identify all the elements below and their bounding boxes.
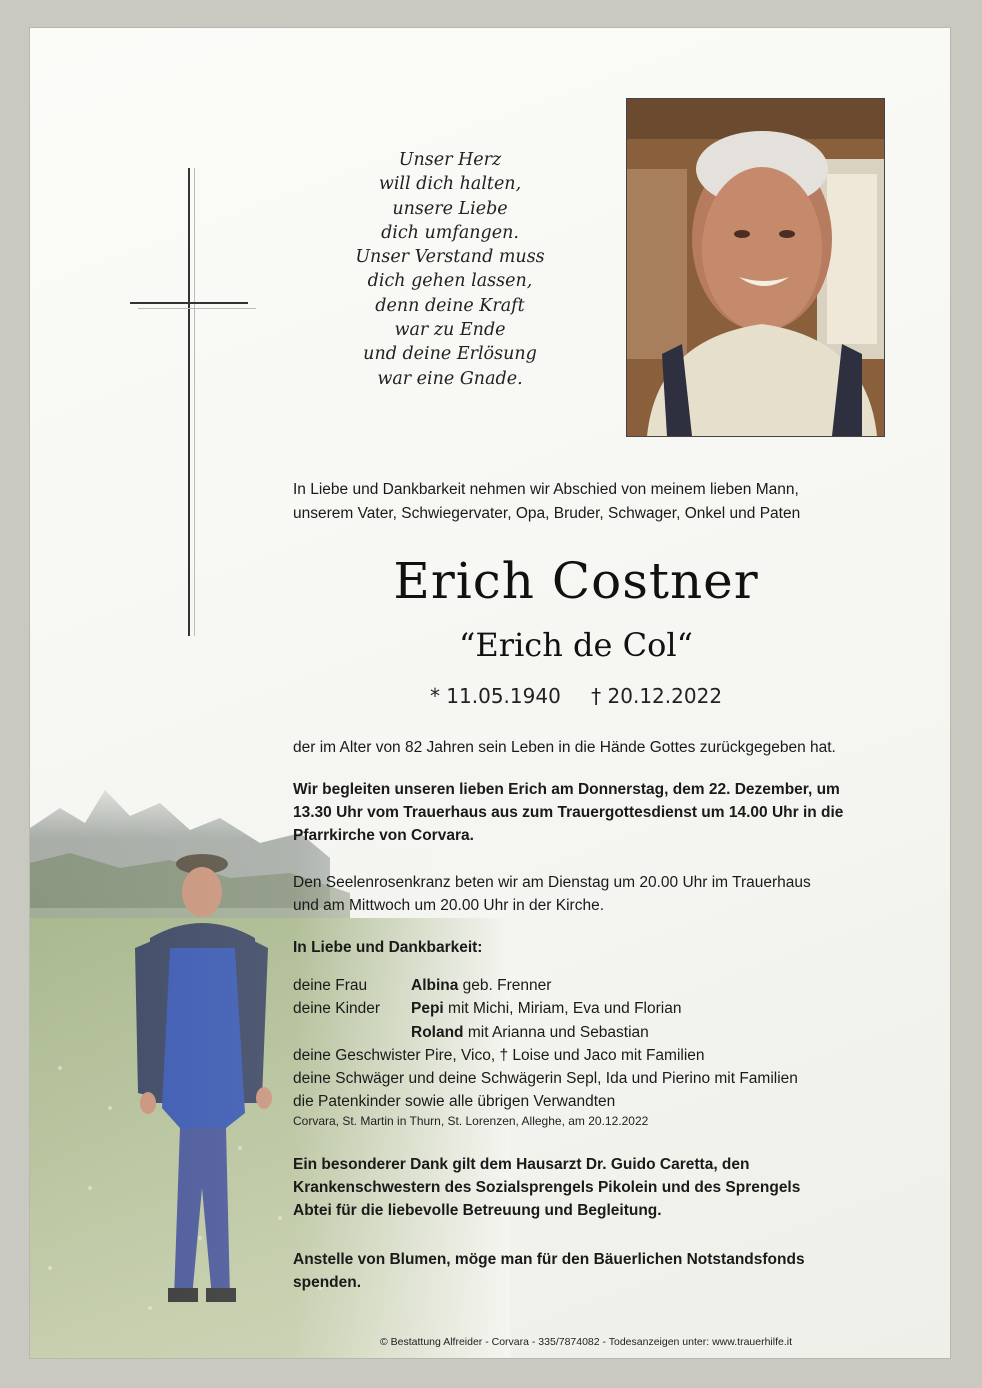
- wife-name: Albina: [411, 977, 459, 994]
- birth-date: * 11.05.1940: [429, 684, 561, 708]
- poem-line: dich gehen lassen,: [367, 271, 533, 292]
- age-line: [293, 736, 923, 759]
- funeral-line: Wir begleiten unseren lieben Erich am Donnerstag, dem 22. Dezember, um: [293, 781, 840, 798]
- family-row-inlaws: [293, 1067, 923, 1090]
- cross-bar-shadow: [138, 308, 256, 309]
- thanks-text: [293, 1153, 923, 1222]
- family-row-children-2: [293, 1021, 923, 1044]
- inlaws-text: deine Schwäger und deine Schwägerin Sepl, Ida und Pierino mit Familien: [293, 1070, 798, 1088]
- godchildren-text: die Patenkinder sowie alle übrigen Verwandten: [293, 1093, 616, 1111]
- poem-line: war zu Ende: [394, 320, 506, 341]
- flowers-text: [293, 1248, 923, 1294]
- intro-line: unserem Vater, Schwiegervater, Opa, Bruder, Schwager, Onkel und Paten: [293, 505, 801, 522]
- death-date: † 20.12.2022: [591, 684, 723, 708]
- deceased-name: Erich Costner: [393, 552, 759, 610]
- child-name: Roland: [411, 1023, 464, 1041]
- cross-bar: [130, 302, 248, 304]
- siblings-text: deine Geschwister Pire, Vico, † Loise und Jaco mit Familien: [293, 1046, 705, 1064]
- poem-line: will dich halten,: [378, 174, 522, 195]
- thanks-line: Ein besonderer Dank gilt dem Hausarzt Dr. Guido Caretta, den: [293, 1156, 750, 1173]
- poem-line: denn deine Kraft: [375, 295, 525, 316]
- family-row-wife: [293, 974, 923, 997]
- family-heading: [293, 936, 923, 959]
- child-name: Pepi: [411, 1000, 444, 1018]
- child-rest: mit Michi, Miriam, Eva und Florian: [443, 1000, 682, 1018]
- intro-text: [293, 478, 923, 526]
- family-row-siblings: [293, 1044, 923, 1067]
- rosary-info: [293, 871, 923, 917]
- life-dates: [266, 684, 886, 708]
- flowers-line: Anstelle von Blumen, möge man für den Bäuerlichen Notstandsfonds: [293, 1251, 805, 1268]
- cross-shadow: [194, 168, 195, 636]
- rosary-line: Den Seelenrosenkranz beten wir am Dienstag um 20.00 Uhr im Trauerhaus: [293, 874, 811, 891]
- funeral-line: 13.30 Uhr vom Trauerhaus aus zum Trauergottesdienst um 14.00 Uhr in die: [293, 804, 844, 821]
- rosary-line: und am Mittwoch um 20.00 Uhr in der Kirche.: [293, 897, 604, 914]
- child-rest: mit Arianna und Sebastian: [463, 1023, 649, 1041]
- poem-line: und deine Erlösung: [363, 344, 537, 365]
- funeral-info: [293, 778, 923, 847]
- family-value: [411, 1021, 649, 1044]
- intro-line: In Liebe und Dankbarkeit nehmen wir Abschied von meinem lieben Mann,: [293, 481, 799, 498]
- family-heading-text: In Liebe und Dankbarkeit:: [293, 939, 483, 956]
- poem-line: Unser Verstand muss: [355, 247, 545, 268]
- footer-credit: © Bestattung Alfreider - Corvara - 335/7874082 - Todesanzeigen unter: www.trauerhilfe.it: [380, 1336, 793, 1348]
- cross-icon: [188, 168, 190, 636]
- family-value: [411, 997, 681, 1020]
- poem-line: Unser Herz: [398, 150, 502, 170]
- thanks-line: Abtei für die liebevolle Betreuung und Begleitung.: [293, 1202, 662, 1219]
- flowers-line: spenden.: [293, 1274, 362, 1291]
- family-list: [293, 974, 923, 1114]
- family-value: [411, 974, 551, 997]
- family-label: deine Kinder: [293, 1000, 381, 1018]
- family-row-children: [293, 997, 923, 1020]
- deceased-nickname: “Erich de Col“: [459, 626, 693, 664]
- family-label: deine Frau: [293, 977, 368, 994]
- funeral-line: Pfarrkirche von Corvara.: [293, 827, 474, 844]
- poem: [325, 148, 575, 391]
- wife-rest: geb. Frenner: [458, 977, 552, 994]
- family-row-godchildren: [293, 1090, 923, 1113]
- place-date: Corvara, St. Martin in Thurn, St. Lorenzen, Alleghe, am 20.12.2022: [293, 1114, 649, 1128]
- poem-line: war eine Gnade.: [377, 368, 523, 389]
- poem-line: unsere Liebe: [392, 198, 508, 219]
- poem-line: dich umfangen.: [381, 222, 519, 243]
- obituary-sheet: [30, 28, 950, 1358]
- age-line-text: der im Alter von 82 Jahren sein Leben in die Hände Gottes zurückgegeben hat.: [293, 739, 836, 756]
- thanks-line: Krankenschwestern des Sozialsprengels Pikolein und des Sprengels: [293, 1179, 801, 1196]
- portrait-photo: [626, 98, 885, 437]
